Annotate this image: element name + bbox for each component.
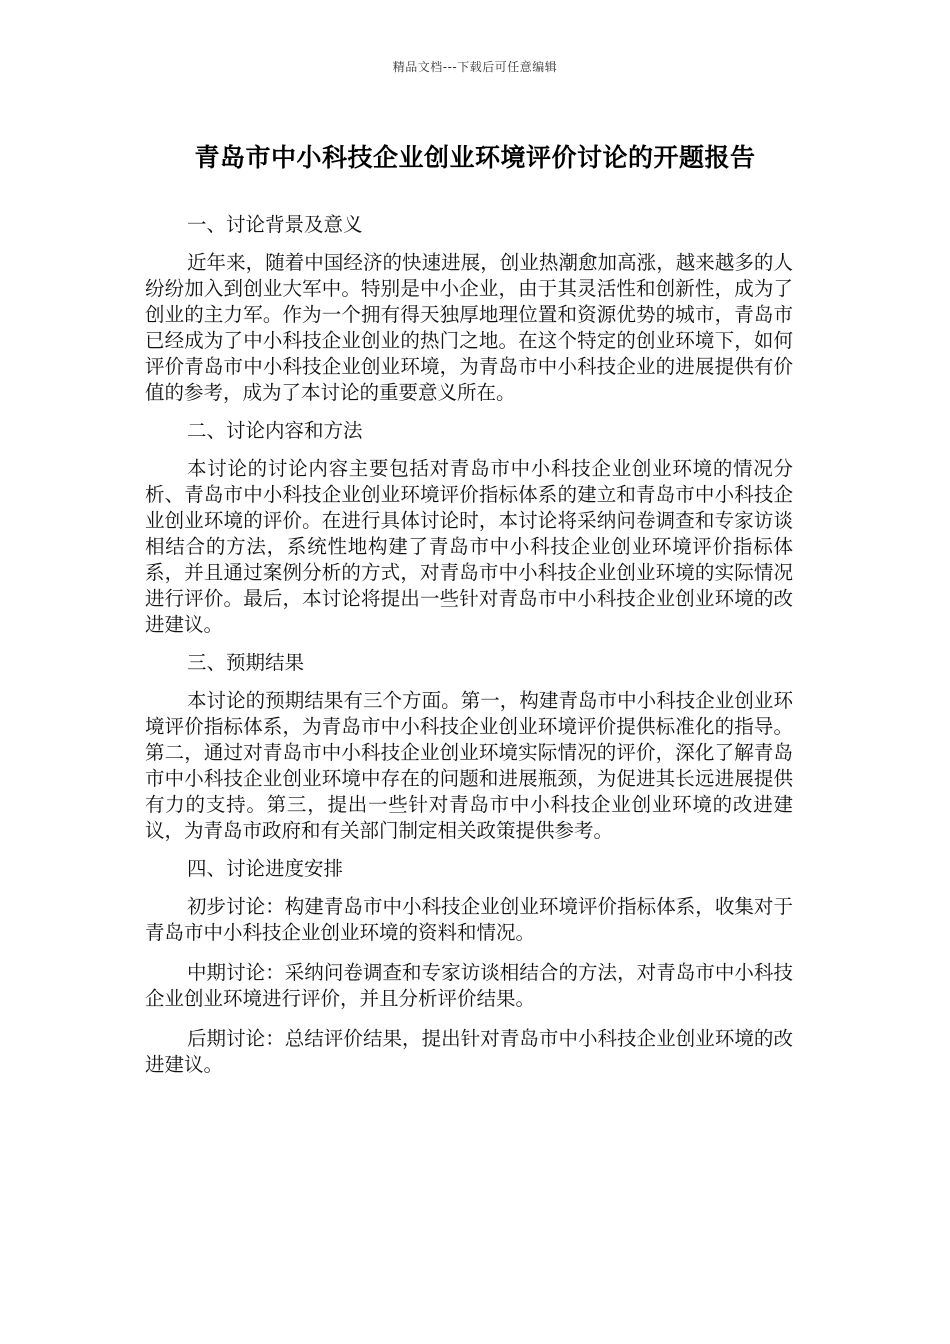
section-heading-content-methods: 二、讨论内容和方法 (187, 419, 363, 442)
document-title: 青岛市中小科技企业创业环境评价讨论的开题报告 (194, 143, 756, 172)
paragraph-background: 近年来，随着中国经济的快速进展，创业热潮愈加高涨，越来越多的人纷纷加入到创业大军中。特别是中小企业，由于其灵活性和创新性，成为了创业的主力军。作为一个拥有得天独厚地理位置和资源优势的城市，青岛市已经成为了中小科技企业创业的热门之地。在这个特定的创业环境下，如何评价青岛市中小科技企业创业环境，为青岛市中小科技企业的进展提供有价值的参考，成为了本讨论的重要意义所在。 (145, 251, 793, 404)
section-heading-background: 一、讨论背景及意义 (187, 213, 363, 236)
document-body (145, 212, 793, 1092)
section-heading-schedule: 四、讨论进度安排 (187, 857, 344, 880)
header-note: 精品文档---下载后可任意编辑 (392, 60, 558, 74)
paragraph-schedule-middle: 中期讨论：采纳问卷调查和专家访谈相结合的方法，对青岛市中小科技企业创业环境进行评价，并且分析评价结果。 (145, 961, 793, 1010)
paragraph-content-methods: 本讨论的讨论内容主要包括对青岛市中小科技企业创业环境的情况分析、青岛市中小科技企业创业环境评价指标体系的建立和青岛市中小科技企业创业环境的评价。在进行具体讨论时，本讨论将采纳问卷调查和专家访谈相结合的方法，系统性地构建了青岛市中小科技企业创业环境评价指标体系，并且通过案例分析的方式，对青岛市中小科技企业创业环境的实际情况进行评价。最后，本讨论将提出一些针对青岛市中小科技企业创业环境的改进建议。 (145, 457, 793, 636)
paragraph-expected-results: 本讨论的预期结果有三个方面。第一，构建青岛市中小科技企业创业环境评价指标体系，为青岛市中小科技企业创业环境评价提供标准化的指导。第二，通过对青岛市中小科技企业创业环境实际情况的评价，深化了解青岛市中小科技企业创业环境中存在的问题和进展瓶颈，为促进其长远进展提供有力的支持。第三，提出一些针对青岛市中小科技企业创业环境的改进建议，为青岛市政府和有关部门制定相关政策提供参考。 (145, 689, 793, 842)
paragraph-schedule-initial: 初步讨论：构建青岛市中小科技企业创业环境评价指标体系，收集对于青岛市中小科技企业创业环境的资料和情况。 (145, 895, 793, 944)
section-heading-expected-results: 三、预期结果 (187, 651, 305, 674)
paragraph-schedule-late: 后期讨论：总结评价结果，提出针对青岛市中小科技企业创业环境的改进建议。 (145, 1027, 793, 1076)
